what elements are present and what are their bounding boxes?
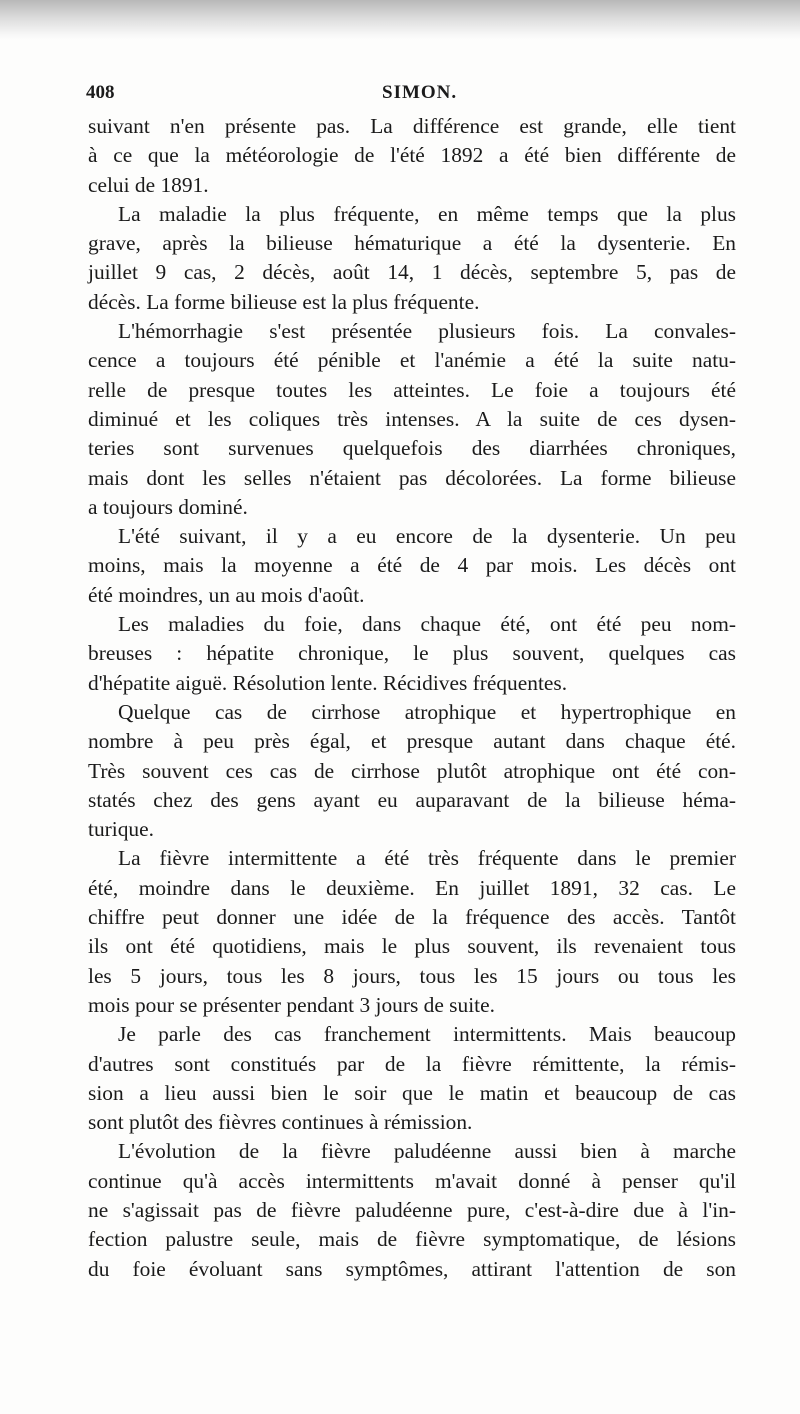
text-line: relle de presque toutes les atteintes. Le foie a toujours été [88,377,736,402]
text-line: suivant n'en présente pas. La différence est grande, elle tient [88,114,736,138]
text-line: grave, après la bilieuse hématurique a été la dysenterie. En [88,231,736,256]
text-line: juillet 9 cas, 2 décès, août 14, 1 décès, septembre 5, pas de [88,260,736,285]
text-line: teries sont survenues quelquefois des diarrhées chroniques, [88,436,736,461]
text-line: continue qu'à accès intermittents m'avait donné à penser qu'il [88,1168,736,1193]
text-line: Les maladies du foie, dans chaque été, ont été peu nom- [118,612,736,637]
text-line: celui de 1891. [88,172,209,197]
text-line: à ce que la météorologie de l'été 1892 a été bien différente de [88,143,736,168]
text-line: du foie évoluant sans symptômes, attirant l'attention de son [88,1256,736,1281]
body-text [88,112,736,1284]
text-line: ils ont été quotidiens, mais le plus souvent, ils revenaient tous [88,934,736,959]
text-line: statés chez des gens ayant eu auparavant de la bilieuse héma- [88,787,736,812]
text-line: L'été suivant, il y a eu encore de la dysenterie. Un peu [118,524,736,549]
text-line: été moindres, un au mois d'août. [88,582,365,607]
text-line: La maladie la plus fréquente, en même temps que la plus [118,201,736,226]
running-head [86,82,734,108]
text-line: mois pour se présenter pendant 3 jours de suite. [88,992,495,1017]
text-line: L'hémorrhagie s'est présentée plusieurs fois. La convales- [118,319,736,344]
text-line: breuses : hépatite chronique, le plus souvent, quelques cas [88,641,736,666]
page-number: 408 [86,82,115,103]
scan-edge-shadow [0,0,800,40]
text-line: moins, mais la moyenne a été de 4 par mois. Les décès ont [88,553,736,578]
text-line: Très souvent ces cas de cirrhose plutôt atrophique ont été con- [88,758,736,783]
text-line: décès. La forme bilieuse est la plus fréquente. [88,289,480,314]
text-line: Quelque cas de cirrhose atrophique et hypertrophique en [118,699,736,724]
text-line: d'autres sont constitués par de la fièvre rémittente, la rémis- [88,1051,736,1076]
text-line: fection palustre seule, mais de fièvre symptomatique, de lésions [88,1227,736,1252]
text-line: sion a lieu aussi bien le soir que le matin et beaucoup de cas [88,1080,736,1105]
text-line: La fièvre intermittente a été très fréquente dans le premier [118,846,736,871]
text-line: L'évolution de la fièvre paludéenne aussi bien à marche [118,1139,736,1164]
text-line: sont plutôt des fièvres continues à rémission. [88,1110,473,1135]
text-line: été, moindre dans le deuxième. En juillet 1891, 32 cas. Le [88,875,736,900]
text-line: a toujours dominé. [88,494,248,519]
text-line: ne s'agissait pas de fièvre paludéenne pure, c'est-à-dire due à l'in- [88,1197,736,1222]
text-line: cence a toujours été pénible et l'anémie a été la suite natu- [88,348,736,373]
text-line: les 5 jours, tous les 8 jours, tous les 15 jours ou tous les [88,963,736,988]
text-line: turique. [88,817,154,842]
running-title: SIMON. [382,82,458,103]
text-line: Je parle des cas franchement intermittents. Mais beaucoup [118,1022,736,1047]
text-line: diminué et les coliques très intenses. A la suite de ces dysen- [88,406,736,431]
text-line: nombre à peu près égal, et presque autant dans chaque été. [88,729,736,754]
text-line: chiffre peut donner une idée de la fréquence des accès. Tantôt [88,905,736,930]
text-line: d'hépatite aiguë. Résolution lente. Récidives fréquentes. [88,670,568,695]
text-line: mais dont les selles n'étaient pas décolorées. La forme bilieuse [88,465,736,490]
